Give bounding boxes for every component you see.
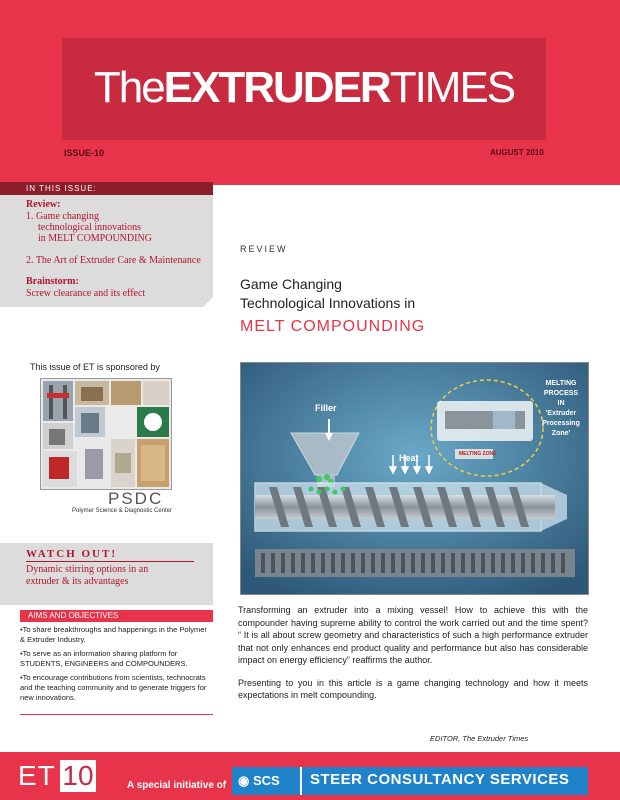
scs-globe-icon: ◉ [238, 773, 250, 788]
sponsor-collage-image [40, 378, 172, 490]
scs-logo: ◉ SCS [238, 773, 280, 788]
article-paragraph: Presenting to you in this article is a game changing technology and how it meets expectations in melt compounding. [238, 677, 588, 700]
scs-company-name: STEER CONSULTANCY SERVICES [310, 771, 570, 788]
figure-label-melting: MELTING PROCESS IN 'Extruder Processing Zone' [542, 380, 580, 437]
figure-label-heat: Heat [399, 453, 419, 463]
aims-item: •To share breakthroughs and happenings in the Polymer & Extruder Industry. [20, 625, 207, 644]
issue-number: ISSUE-10 [64, 148, 105, 158]
masthead [62, 38, 546, 140]
editor-credit: EDITOR, The Extruder Times [430, 734, 529, 743]
section-label: REVIEW [240, 244, 288, 254]
newsletter-title: TheEXTRUDERTIMES [93, 63, 515, 112]
review-label: Review: [26, 199, 61, 210]
scs-separator [300, 767, 302, 795]
et-issue-badge: 10 [60, 760, 96, 792]
issue-date: AUGUST 2010 [490, 148, 544, 157]
toc-item-1-line3[interactable]: in MELT COMPOUNDING [38, 233, 152, 244]
scs-banner[interactable] [232, 767, 588, 795]
watch-out-text[interactable]: Dynamic stirring options in an extruder & its advantages [26, 564, 149, 587]
article-body [238, 604, 588, 712]
aims-divider [20, 714, 213, 715]
toc-item-brainstorm[interactable]: Screw clearance and its effect [26, 288, 146, 299]
article-headline-highlight: MELT COMPOUNDING [240, 318, 426, 335]
toc-item-1-line2[interactable]: technological innovations [38, 222, 142, 233]
aims-heading: AIMS AND OBJECTIVES [20, 610, 213, 622]
psdc-logo-subtitle: Polymer Science & Diagnostic Center [72, 508, 173, 514]
figure-label-filler: Filler [315, 403, 337, 413]
in-this-issue-box [0, 195, 213, 307]
header-band [0, 0, 620, 185]
aims-list [20, 625, 213, 707]
figure-label-zone: MELTING ZONE [459, 451, 497, 457]
page-fold-corner [203, 297, 213, 307]
watch-out-box [0, 543, 213, 605]
watch-out-title: WATCH OUT! [26, 548, 117, 560]
et-logo: ET [18, 760, 56, 791]
toc-item-1-line1[interactable]: 1. Game changing [26, 211, 100, 222]
sponsor-label: This issue of ET is sponsored by [30, 362, 160, 372]
article-paragraph: Transforming an extruder into a mixing vessel! How to achieve this with the compounder having supreme ability to control the work carried out and the time spent? “ It is all about screw geometry and characteristics of such a high performance extruder that not only enhances end product quality and performance but also has considerable impact on energy efficiency” reaffirms the author. [238, 605, 588, 665]
toc-item-2[interactable]: 2. The Art of Extruder Care & Maintenance [26, 255, 201, 266]
in-this-issue-heading: IN THIS ISSUE: [0, 182, 213, 195]
psdc-logo: PSDC [108, 489, 164, 508]
footer-band [0, 752, 620, 800]
brainstorm-label: Brainstorm: [26, 276, 79, 287]
extruder-figure [240, 362, 589, 595]
initiative-text: A special initiative of [127, 780, 227, 791]
aims-item: •To serve as an information sharing platform for STUDENTS, ENGINEERS and COMPOUNDERS. [20, 649, 188, 668]
watch-out-divider [26, 561, 194, 562]
article-headline: Game Changing Technological Innovations in [240, 276, 416, 311]
aims-item: •To encourage contributions from scientists, technocrats and the teaching community and to generate triggers for new innovations. [20, 673, 207, 702]
